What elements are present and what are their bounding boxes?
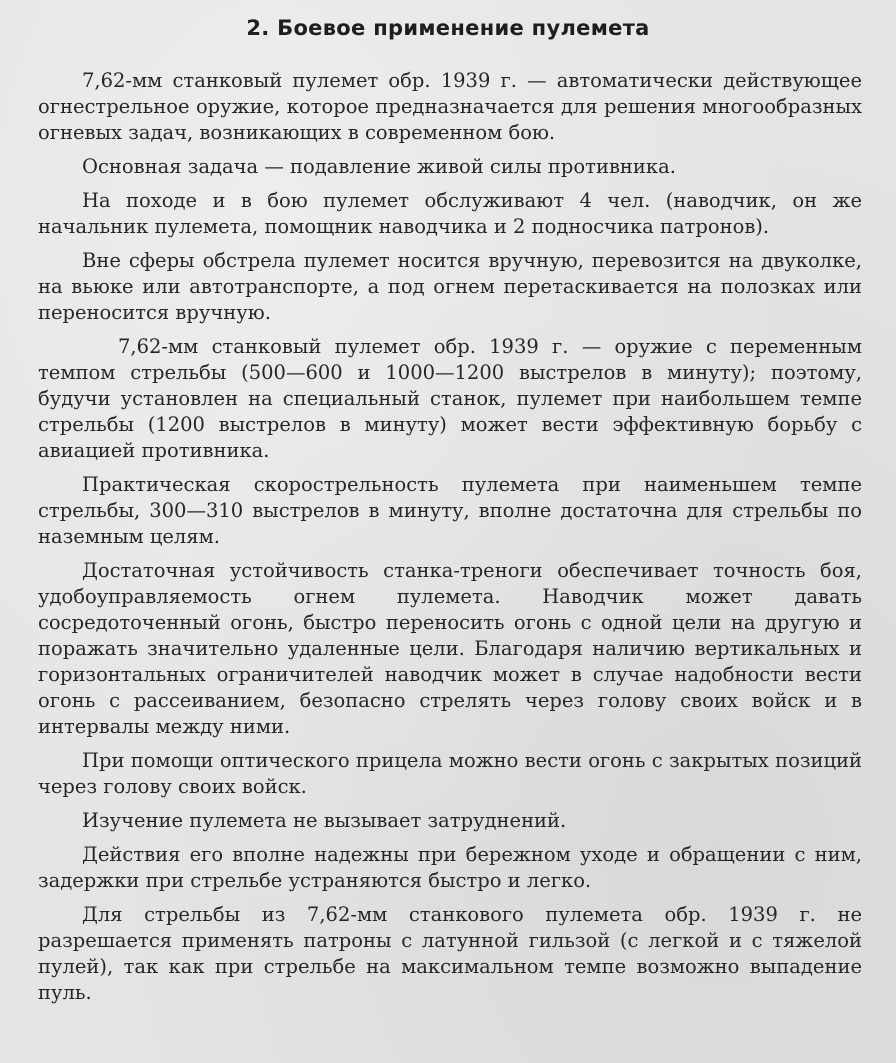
paragraph-transport: Вне сферы обстрела пулемет носится вручную, перевозится на двуколке, на вьюке или автотранспорте, а под огнем перетаскивается на полозках или переносится вручную. bbox=[38, 249, 862, 324]
paragraph-reliability: Действия его вполне надежны при бережном уходе и обращении с ним, задержки при стрельбе устраняются быстро и легко. bbox=[38, 843, 862, 892]
paragraph-rate-of-fire: 7,62-мм станковый пулемет обр. 1939 г. — оружие с переменным темпом стрельбы (500—600 и 1000—1200 выстрелов в минуту); поэтому, будучи установлен на специальный станок, пулемет при наибольшем темпе стрельбы (1200 выстрелов в минуту) может вести эффективную борьбу с авиацией противника. bbox=[38, 335, 862, 462]
paragraph-study: Изучение пулемета не вызывает затруднений. bbox=[82, 809, 567, 832]
paragraph-stability: Достаточная устойчивость станка-треноги обеспечивает точность боя, удобоуправляемость огнем пулемета. Наводчик может давать сосредоточенный огонь, быстро переносить огонь с одной цели на другую и поражать значительно удаленные цели. Благодаря наличию вертикальных и горизонтальных ограничителей наводчик может в случае надобности вести огонь с рассеиванием, безопасно стрелять через голову своих войск и в интервалы между ними. bbox=[38, 559, 862, 738]
paragraph-optical-sight: При помощи оптического прицела можно вести огонь с закрытых позиций через голову своих войск. bbox=[38, 749, 862, 798]
paragraph-intro: 7,62-мм станковый пулемет обр. 1939 г. — автоматически действующее огнестрельное оружие, которое предназначается для решения многообразных огневых задач, возникающих в современном бою. bbox=[38, 69, 862, 144]
paragraph-cartridges: Для стрельбы из 7,62-мм станкового пулемета обр. 1939 г. не разрешается применять патроны с латунной гильзой (с легкой и с тяжелой пулей), так как при стрельбе на максимальном темпе возможно выпадение пуль. bbox=[38, 903, 862, 1004]
body-text bbox=[38, 68, 862, 1014]
section-heading: 2. Боевое применение пулемета bbox=[246, 16, 650, 40]
paragraph-practical-rate: Практическая скорострельность пулемета при наименьшем темпе стрельбы, 300—310 выстрелов в минуту, вполне достаточна для стрельбы по наземным целям. bbox=[38, 473, 862, 548]
paragraph-main-task: Основная задача — подавление живой силы противника. bbox=[82, 155, 676, 178]
paragraph-crew: На походе и в бою пулемет обслуживают 4 чел. (наводчик, он же начальник пулемета, помощник наводчика и 2 подносчика патронов). bbox=[38, 189, 862, 238]
